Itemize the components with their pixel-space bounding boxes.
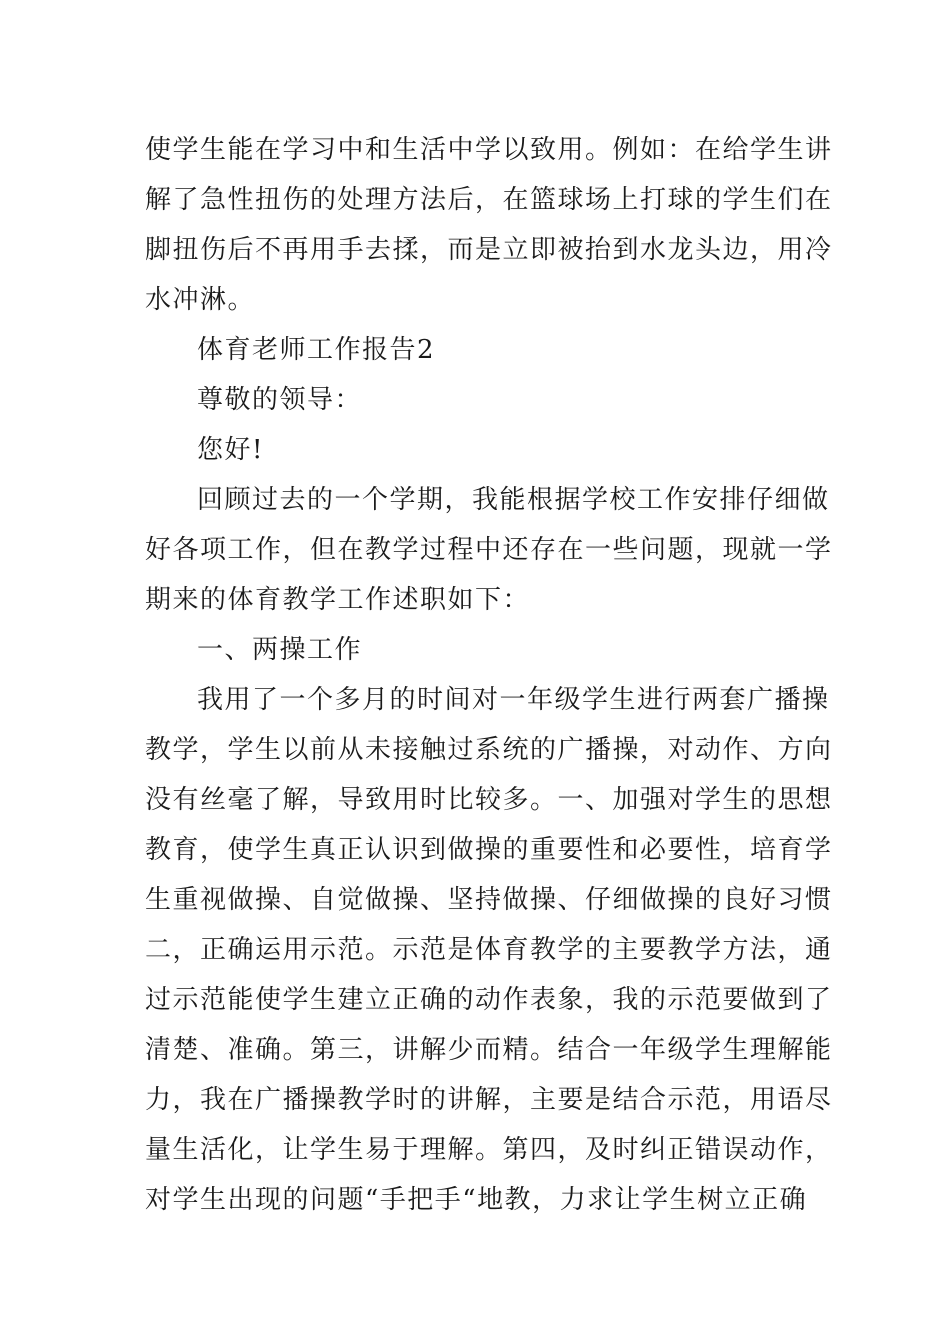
text-line: 力，我在广播操教学时的讲解，主要是结合示范，用语尽 bbox=[145, 1085, 833, 1115]
text-line: 过示范能使学生建立正确的动作表象，我的示范要做到了 bbox=[145, 985, 833, 1015]
section-heading: 体育老师工作报告2 bbox=[197, 335, 436, 365]
text-line: 清楚、准确。第三，讲解少而精。结合一年级学生理解能 bbox=[145, 1035, 833, 1065]
greeting: 您好! bbox=[197, 435, 264, 465]
text-line: 没有丝毫了解，导致用时比较多。一、加强对学生的思想 bbox=[145, 785, 833, 815]
text-line: 教育，使学生真正认识到做操的重要性和必要性，培育学 bbox=[145, 835, 833, 865]
text-line: 二，正确运用示范。示范是体育教学的主要教学方法，通 bbox=[145, 935, 833, 965]
text-line: 脚扭伤后不再用手去揉，而是立即被抬到水龙头边，用冷 bbox=[145, 235, 833, 265]
text-line: 量生活化，让学生易于理解。第四，及时纠正错误动作， bbox=[145, 1135, 833, 1165]
text-line: 使学生能在学习中和生活中学以致用。例如：在给学生讲 bbox=[145, 135, 833, 165]
text-line: 生重视做操、自觉做操、坚持做操、仔细做操的良好习惯 bbox=[145, 885, 833, 915]
text-line: 对学生出现的问题“手把手“地教，力求让学生树立正确 bbox=[145, 1185, 808, 1215]
subsection-heading: 一、两操工作 bbox=[197, 635, 363, 665]
text-line: 水冲淋。 bbox=[145, 285, 256, 315]
text-line: 回顾过去的一个学期，我能根据学校工作安排仔细做 bbox=[197, 485, 830, 515]
salutation: 尊敬的领导： bbox=[197, 385, 363, 415]
text-line: 期来的体育教学工作述职如下： bbox=[145, 585, 531, 615]
text-line: 解了急性扭伤的处理方法后，在篮球场上打球的学生们在 bbox=[145, 185, 833, 215]
text-line: 教学，学生以前从未接触过系统的广播操，对动作、方向 bbox=[145, 735, 833, 765]
text-line: 我用了一个多月的时间对一年级学生进行两套广播操 bbox=[197, 685, 830, 715]
text-line: 好各项工作，但在教学过程中还存在一些问题，现就一学 bbox=[145, 535, 833, 565]
